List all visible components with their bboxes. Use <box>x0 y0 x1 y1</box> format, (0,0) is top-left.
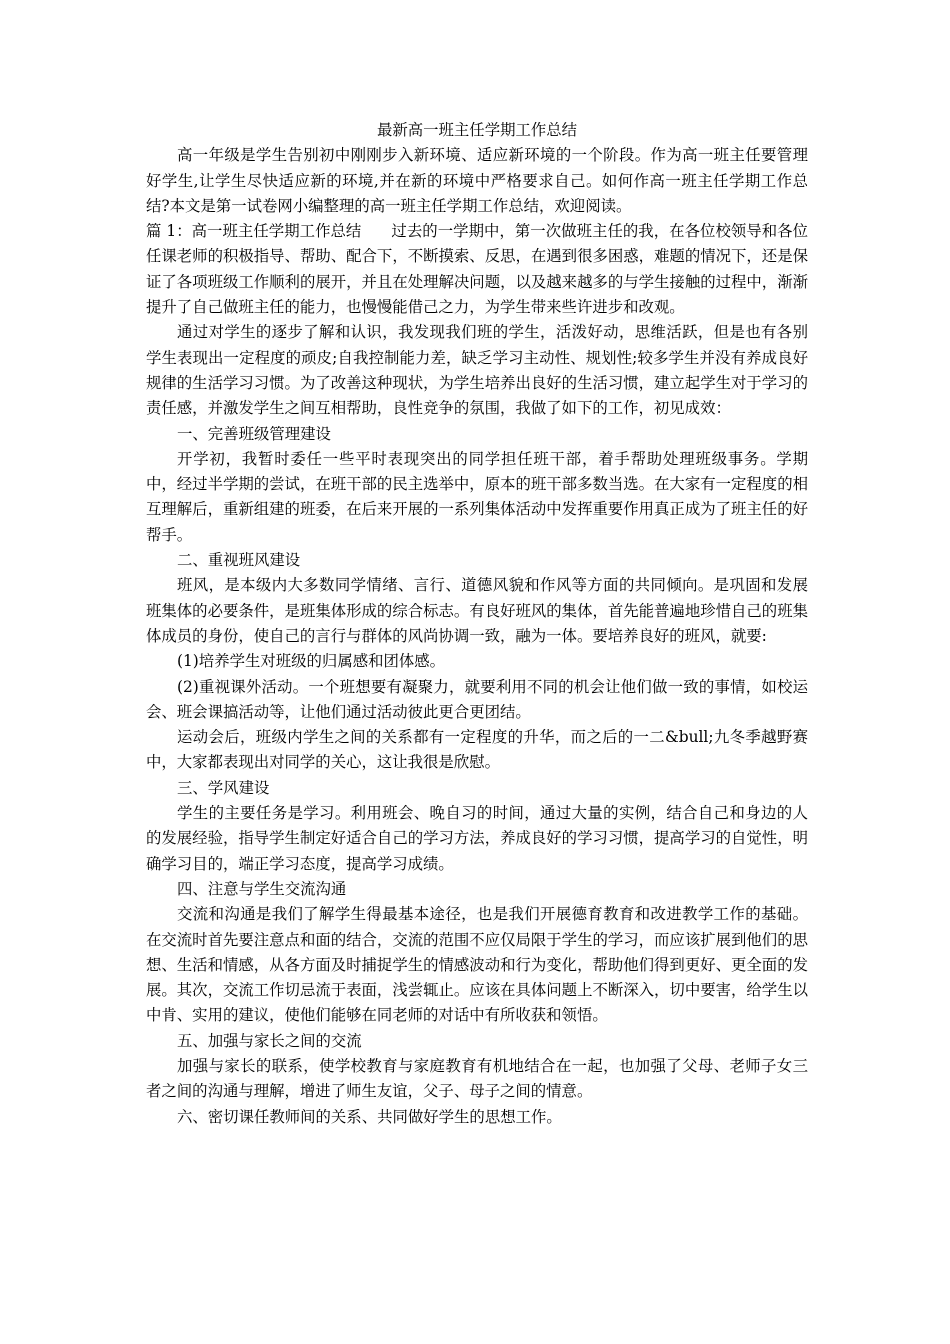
section-heading-1: 一、完善班级管理建设 <box>177 424 331 443</box>
list-item-2: (2)重视课外活动。一个班想要有凝聚力，就要利用不同的机会让他们做一致的事情，如校运会、班会课搞活动等，让他们通过活动彼此更合更团结。 <box>146 677 808 721</box>
section-heading-5: 五、加强与家长之间的交流 <box>177 1031 362 1050</box>
section-paragraph-1: 开学初，我暂时委任一些平时表现突出的同学担任班干部，着手帮助处理班级事务。学期中，经过半学期的尝试，在班干部的民主选举中，原本的班干部多数当选。在大家有一定程度的相互理解后，重新组建的班委，在后来开展的一系列集体活动中发挥重要作用真正成为了班主任的好帮手。 <box>146 449 808 544</box>
section-heading-6: 六、密切课任教师间的关系、共同做好学生的思想工作。 <box>177 1107 562 1126</box>
document-page <box>146 118 808 1130</box>
observation-paragraph: 通过对学生的逐步了解和认识，我发现我们班的学生，活泼好动，思维活跃，但是也有各别学生表现出一定程度的顽皮;自我控制能力差，缺乏学习主动性、规划性;较多学生并没有养成良好规律的生活学习习惯。为了改善这种现状，为学生培养出良好的生活习惯，建立起学生对于学习的责任感，并激发学生之间互相帮助，良性竞争的氛围，我做了如下的工作，初见成效： <box>146 323 808 418</box>
section-paragraph-2: 班风，是本级内大多数同学情绪、言行、道德风貌和作风等方面的共同倾向。是巩固和发展班集体的必要条件，是班集体形成的综合标志。有良好班风的集体，首先能普遍地珍惜自己的班集体成员的身份，使自己的言行与群体的风尚协调一致，融为一体。要培养良好的班风，就要: <box>146 576 808 645</box>
sports-paragraph: 运动会后，班级内学生之间的关系都有一定程度的升华，而之后的一二&bull;九冬季越野赛中，大家都表现出对同学的关心，这让我很是欣慰。 <box>146 728 808 772</box>
part-heading: 篇 1：高一班主任学期工作总结 <box>146 222 362 241</box>
section-paragraph-4: 交流和沟通是我们了解学生得最基本途径，也是我们开展德育教育和改进教学工作的基础。在交流时首先要注意点和面的结合，交流的范围不应仅局限于学生的学习，而应该扩展到他们的思想、生活和情感，从各方面及时捕捉学生的情感波动和行为变化，帮助他们得到更好、更全面的发展。其次，交流工作切忌流于表面，浅尝辄止。应该在具体问题上不断深入，切中要害，给学生以中肯、实用的建议，使他们能够在同老师的对话中有所收获和领悟。 <box>146 905 808 1025</box>
document-title: 最新高一班主任学期工作总结 <box>376 121 578 139</box>
section-heading-4: 四、注意与学生交流沟通 <box>177 879 347 898</box>
section-paragraph-3: 学生的主要任务是学习。利用班会、晚自习的时间，通过大量的实例，结合自己和身边的人的发展经验，指导学生制定好适合自己的学习方法，养成良好的学习习惯，提高学习的自觉性，明确学习目的，端正学习态度，提高学习成绩。 <box>146 804 808 873</box>
section-paragraph-5: 加强与家长的联系，使学校教育与家庭教育有机地结合在一起，也加强了父母、老师子女三者之间的沟通与理解，增进了师生友谊，父子、母子之间的情意。 <box>146 1056 808 1101</box>
part-body: 过去的一学期中，第一次做班主任的我，在各位校领导和各位任课老师的积极指导、帮助、配合下，不断摸索、反思，在遇到很多困惑，难题的情况下，还是保证了各项班级工作顺利的展开，并且在处理解决问题，以及越来越多的与学生接触的过程中，渐渐提升了自己做班主任的能力，也慢慢能借己之力，为学生带来些许进步和改观。 <box>146 222 808 317</box>
part-one-paragraph <box>146 219 808 320</box>
intro-paragraph: 高一年级是学生告别初中刚刚步入新环境、适应新环境的一个阶段。作为高一班主任要管理好学生,让学生尽快适应新的环境,并在新的环境中严格要求自己。如何作高一班主任学期工作总结?本文是第一试卷网小编整理的高一班主任学期工作总结，欢迎阅读。 <box>146 146 808 215</box>
section-heading-3: 三、学风建设 <box>177 778 270 797</box>
list-item-1: (1)培养学生对班级的归属感和团体感。 <box>177 652 446 671</box>
section-heading-2: 二、重视班风建设 <box>177 551 301 570</box>
